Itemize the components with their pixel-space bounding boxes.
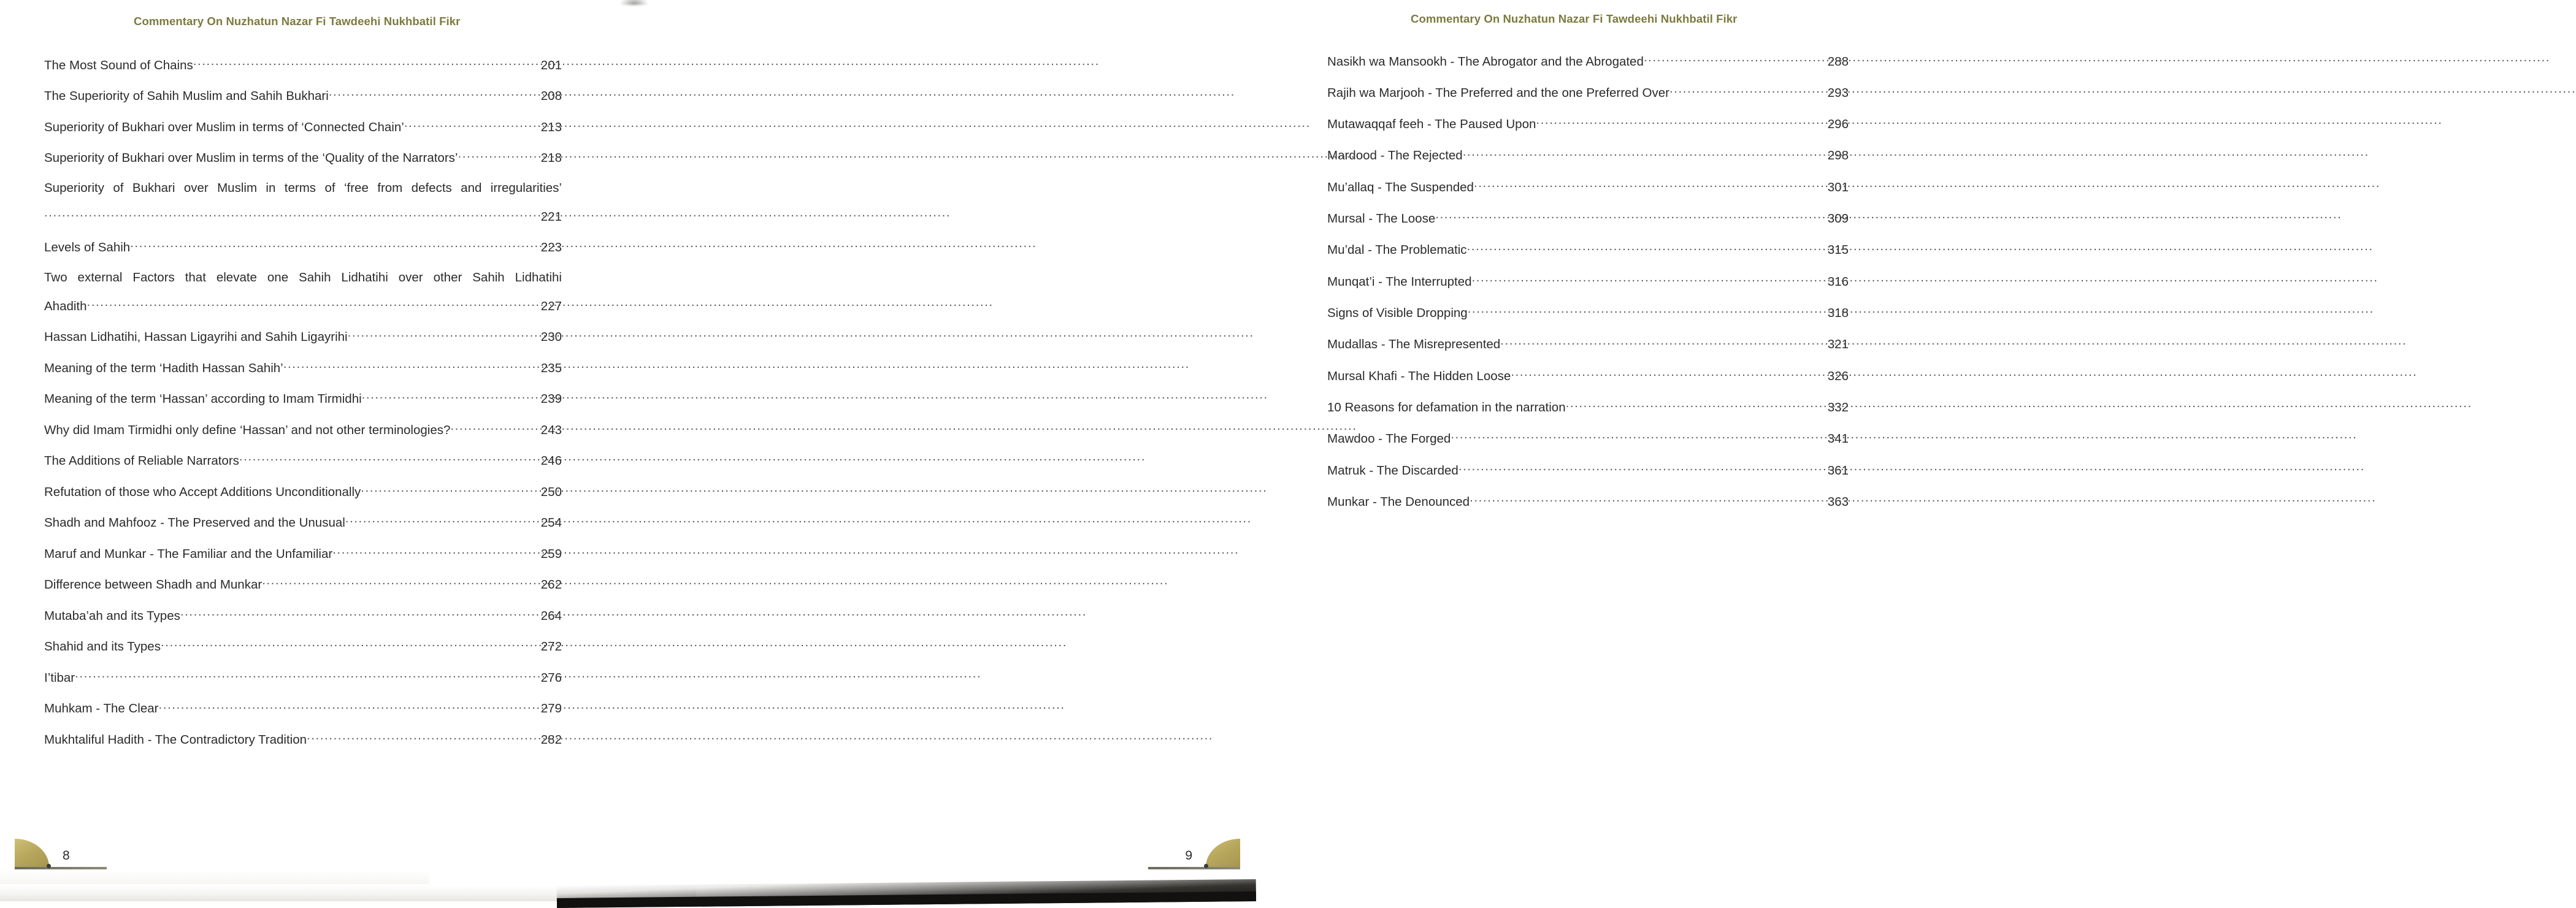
- toc-page-number: 250: [540, 484, 562, 499]
- toc-entry-row: [1327, 430, 1849, 448]
- toc-entry-row: [1327, 53, 1849, 70]
- toc-entry[interactable]: [44, 180, 562, 225]
- toc-page-number: 213: [540, 120, 562, 134]
- toc-leader-dots: [1500, 336, 1828, 349]
- page-left: [0, 0, 628, 901]
- scan-edge-fade: [0, 871, 429, 884]
- toc-page-number: 298: [1827, 148, 1849, 163]
- toc-entry[interactable]: [44, 239, 562, 256]
- toc-entry-title: Superiority of Bukhari over Muslim in terms of ‘free from defects and irregularities’: [44, 181, 562, 196]
- toc-entry[interactable]: [44, 607, 562, 624]
- toc-entry-row: [1327, 178, 1849, 196]
- toc-entry[interactable]: [1327, 178, 1849, 196]
- toc-entry-row: [1327, 367, 1849, 384]
- toc-entry[interactable]: [44, 700, 562, 717]
- toc-page-number: 243: [540, 422, 562, 437]
- toc-entry-row: [1327, 462, 1849, 479]
- toc-entry-row: [1327, 242, 1849, 259]
- toc-leader-dots: [87, 297, 537, 310]
- toc-entry[interactable]: [44, 56, 562, 74]
- toc-page-number: 361: [1827, 463, 1849, 478]
- toc-leader-dots: [193, 56, 537, 69]
- toc-entry[interactable]: [44, 483, 562, 500]
- toc-entry[interactable]: [1327, 147, 1849, 164]
- toc-page-number: 264: [540, 608, 562, 623]
- toc-entry-title: Signs of Visible Dropping: [1327, 306, 1468, 321]
- toc-entry-title: Superiority of Bukhari over Muslim in terms of ‘Connected Chain’: [44, 120, 404, 134]
- toc-leader-dots: [307, 731, 537, 744]
- toc-page-number: 293: [1827, 85, 1849, 100]
- toc-entry[interactable]: [44, 545, 562, 562]
- page-right: [628, 0, 1849, 901]
- toc-entry[interactable]: [44, 359, 562, 376]
- toc-entry[interactable]: [1327, 273, 1849, 290]
- toc-entry-row: [1327, 305, 1849, 322]
- toc-entry[interactable]: [1327, 494, 1849, 511]
- toc-entry-row: [1327, 84, 1849, 101]
- toc-page-number: 316: [1827, 274, 1849, 289]
- toc-entry-title: Munqat’i - The Interrupted: [1327, 274, 1472, 289]
- toc-entry-row: [44, 150, 562, 167]
- toc-page-number: 239: [540, 392, 562, 406]
- toc-entry-row: [1327, 116, 1849, 133]
- toc-entry[interactable]: [1327, 336, 1849, 353]
- toc-entry-row: [44, 731, 562, 749]
- toc-list-right: [1327, 53, 1849, 525]
- toc-entry[interactable]: [44, 391, 562, 408]
- folio-number-left: 8: [63, 849, 70, 863]
- toc-page-number: 201: [540, 58, 562, 72]
- toc-entry[interactable]: [44, 118, 562, 135]
- toc-leader-dots: [1669, 84, 1828, 97]
- page-footer-left: [15, 831, 70, 869]
- toc-entry[interactable]: [44, 576, 562, 593]
- folio-number-right: 9: [1185, 849, 1192, 863]
- toc-entry[interactable]: [44, 329, 562, 346]
- toc-page-number: 363: [1827, 495, 1849, 509]
- toc-page-number: 276: [540, 670, 562, 685]
- toc-entry-continuation-row: [44, 208, 562, 225]
- toc-entry-title: The Superiority of Sahih Muslim and Sahih Bukhari: [44, 89, 329, 104]
- toc-entry[interactable]: [1327, 305, 1849, 322]
- toc-entry-row: [44, 88, 562, 105]
- toc-leader-dots: [1472, 273, 1828, 286]
- toc-entry-title: I’tibar: [44, 670, 75, 685]
- toc-leader-dots: [1468, 305, 1828, 318]
- toc-entry-row: [1327, 336, 1849, 353]
- toc-entry[interactable]: [1327, 367, 1849, 384]
- toc-entry-row: [1327, 399, 1849, 416]
- toc-page-number: 254: [540, 516, 562, 530]
- toc-leader-dots: [180, 607, 537, 620]
- toc-entry-row: [44, 700, 562, 717]
- toc-entry-title: Matruk - The Discarded: [1327, 463, 1459, 478]
- toc-leader-dots: [130, 239, 537, 252]
- toc-entry-title: Mutawaqqaf feeh - The Paused Upon: [1327, 117, 1536, 132]
- toc-page-number: 246: [540, 454, 562, 468]
- toc-leader-dots: [1459, 462, 1828, 475]
- toc-leader-dots: [1435, 210, 1828, 223]
- toc-entry-row: [44, 56, 562, 74]
- toc-entry[interactable]: [1327, 53, 1849, 70]
- toc-entry[interactable]: [44, 638, 562, 655]
- toc-entry-title: Nasikh wa Mansookh - The Abrogator and the Abrogated: [1327, 54, 1644, 69]
- toc-leader-dots: [1470, 494, 1828, 506]
- toc-entry-title: Mardood - The Rejected: [1327, 148, 1463, 163]
- toc-page-number: 321: [1827, 337, 1849, 352]
- running-head-right: Commentary On Nuzhatun Nazar Fi Tawdeehi Nukhbatil Fikr: [1411, 12, 1738, 25]
- toc-entry[interactable]: [44, 452, 562, 470]
- toc-entry[interactable]: [44, 150, 562, 167]
- toc-leader-dots: [362, 391, 537, 403]
- toc-entry[interactable]: [1327, 462, 1849, 479]
- toc-entry-row: [44, 638, 562, 655]
- toc-entry[interactable]: [44, 421, 562, 438]
- toc-page-number: 301: [1827, 180, 1849, 194]
- toc-page-number: 326: [1827, 368, 1849, 383]
- toc-leader-dots: [332, 545, 537, 558]
- toc-entry-title: Muhkam - The Clear: [44, 701, 159, 716]
- toc-entry-title: Maruf and Munkar - The Familiar and the Unfamiliar: [44, 546, 333, 561]
- toc-page-number: 282: [540, 733, 562, 747]
- fan-ornament-icon: [1202, 837, 1240, 869]
- toc-entry-title: Mu’allaq - The Suspended: [1327, 180, 1474, 194]
- toc-leader-dots: [450, 421, 536, 434]
- toc-entry[interactable]: [1327, 84, 1849, 101]
- toc-leader-dots: [1536, 116, 1827, 129]
- toc-entry-title: Levels of Sahih: [44, 240, 131, 255]
- toc-entry-title: Superiority of Bukhari over Muslim in terms of the ‘Quality of the Narrators’: [44, 151, 458, 166]
- toc-entry[interactable]: [44, 669, 562, 686]
- toc-entry-title: Meaning of the term ‘Hadith Hassan Sahih’: [44, 361, 283, 375]
- toc-entry-title-continuation: Ahadith: [44, 299, 87, 313]
- toc-entry[interactable]: [44, 270, 562, 315]
- toc-leader-dots: [348, 329, 537, 341]
- toc-entry-title: Mudallas - The Misrepresented: [1327, 337, 1501, 352]
- toc-entry-title: Shadh and Mahfooz - The Preserved and the Unusual: [44, 516, 345, 530]
- toc-entry[interactable]: [44, 731, 562, 749]
- toc-page-number: 235: [540, 361, 562, 375]
- toc-entry-row: [44, 118, 562, 135]
- toc-entry-title: Meaning of the term ‘Hassan’ according to Imam Tirmidhi: [44, 392, 362, 406]
- toc-page-number: 227: [540, 299, 562, 313]
- toc-leader-dots: [1451, 430, 1827, 443]
- running-head-left: Commentary On Nuzhatun Nazar Fi Tawdeehi Nukhbatil Fikr: [134, 15, 461, 28]
- toc-entry-title: Mutaba’ah and its Types: [44, 608, 180, 623]
- toc-entry-title: Mukhtaliful Hadith - The Contradictory Tradition: [44, 733, 307, 747]
- toc-entry-row: [1327, 210, 1849, 227]
- toc-entry-row: [1327, 273, 1849, 290]
- toc-entry-row: [44, 270, 562, 286]
- toc-leader-dots: [158, 700, 536, 713]
- toc-entry-title: Shahid and its Types: [44, 639, 161, 654]
- toc-entry-row: [44, 576, 562, 593]
- toc-leader-dots: [75, 669, 537, 682]
- toc-page-number: 221: [540, 209, 562, 224]
- toc-entry[interactable]: [1327, 242, 1849, 259]
- toc-entry-title: Mawdoo - The Forged: [1327, 432, 1451, 446]
- toc-leader-dots: [1511, 367, 1827, 380]
- toc-page-number: 288: [1827, 54, 1849, 69]
- toc-leader-dots: [239, 452, 537, 465]
- toc-page-number: 262: [540, 578, 562, 592]
- toc-entry[interactable]: [44, 514, 562, 532]
- toc-entry[interactable]: [1327, 399, 1849, 416]
- toc-leader-dots: [262, 576, 537, 589]
- toc-leader-dots: [1467, 242, 1828, 254]
- toc-entry-title: Mursal Khafi - The Hidden Loose: [1327, 368, 1511, 383]
- toc-leader-dots: [404, 118, 537, 131]
- toc-page-number: 315: [1827, 243, 1849, 258]
- toc-page-number: 318: [1827, 306, 1849, 321]
- toc-entry-title: Why did Imam Tirmidhi only define ‘Hassan’ and not other terminologies?: [44, 422, 451, 437]
- toc-entry-continuation-row: [44, 297, 562, 315]
- toc-entry-title: 10 Reasons for defamation in the narration: [1327, 400, 1566, 415]
- toc-entry-row: [44, 421, 562, 438]
- toc-leader-dots: [283, 359, 537, 372]
- toc-entry-title: The Additions of Reliable Narrators: [44, 454, 239, 468]
- toc-entry-row: [44, 545, 562, 562]
- toc-list-left: [44, 56, 562, 762]
- toc-entry[interactable]: [44, 88, 562, 105]
- toc-entry-title: Mursal - The Loose: [1327, 212, 1436, 226]
- toc-entry-title: Two external Factors that elevate one Sahih Lidhatihi over other Sahih Lidhatihi: [44, 270, 562, 285]
- toc-leader-dots: [161, 638, 537, 651]
- toc-entry-title: Hassan Lidhatihi, Hassan Ligayrihi and Sahih Ligayrihi: [44, 330, 348, 345]
- toc-entry[interactable]: [1327, 210, 1849, 227]
- toc-entry-row: [44, 607, 562, 624]
- toc-entry-row: [44, 483, 562, 500]
- toc-entry-row: [44, 239, 562, 256]
- toc-leader-dots: [345, 514, 537, 527]
- toc-page-number: 296: [1827, 117, 1849, 132]
- toc-page-number: 223: [540, 240, 562, 255]
- toc-leader-dots: [44, 208, 537, 221]
- toc-leader-dots: [361, 483, 537, 496]
- toc-entry-row: [44, 391, 562, 408]
- page-footer-right: [1185, 831, 1240, 869]
- toc-entry-title: The Most Sound of Chains: [44, 58, 193, 72]
- toc-entry-title: Munkar - The Denounced: [1327, 495, 1470, 509]
- toc-entry-row: [44, 452, 562, 470]
- toc-leader-dots: [1474, 178, 1828, 191]
- toc-leader-dots: [458, 150, 536, 162]
- toc-entry-row: [1327, 494, 1849, 511]
- toc-entry-row: [44, 329, 562, 346]
- toc-entry-title: Mu’dal - The Problematic: [1327, 243, 1467, 258]
- toc-leader-dots: [1566, 399, 1828, 412]
- toc-entry-row: [1327, 147, 1849, 164]
- toc-entry-title: Difference between Shadh and Munkar: [44, 578, 263, 592]
- fan-ornament-icon: [15, 837, 53, 869]
- toc-page-number: 279: [540, 701, 562, 716]
- toc-entry[interactable]: [1327, 116, 1849, 133]
- toc-page-number: 309: [1827, 212, 1849, 226]
- toc-page-number: 332: [1827, 400, 1849, 415]
- toc-leader-dots: [1644, 53, 1828, 66]
- toc-page-number: 230: [540, 330, 562, 345]
- toc-entry-title: Rajih wa Marjooh - The Preferred and the one Preferred Over: [1327, 85, 1669, 100]
- toc-page-number: 208: [540, 89, 562, 104]
- toc-entry-title: Refutation of those who Accept Additions Unconditionally: [44, 484, 361, 499]
- toc-leader-dots: [1463, 147, 1828, 160]
- toc-page-number: 259: [540, 546, 562, 561]
- toc-page-number: 341: [1827, 432, 1849, 446]
- toc-entry-row: [44, 669, 562, 686]
- toc-entry-row: [44, 359, 562, 376]
- toc-page-number: 272: [540, 639, 562, 654]
- toc-page-number: 218: [540, 151, 562, 166]
- toc-entry[interactable]: [1327, 430, 1849, 448]
- toc-entry-row: [44, 514, 562, 532]
- toc-leader-dots: [329, 88, 537, 101]
- toc-entry-row: [44, 180, 562, 196]
